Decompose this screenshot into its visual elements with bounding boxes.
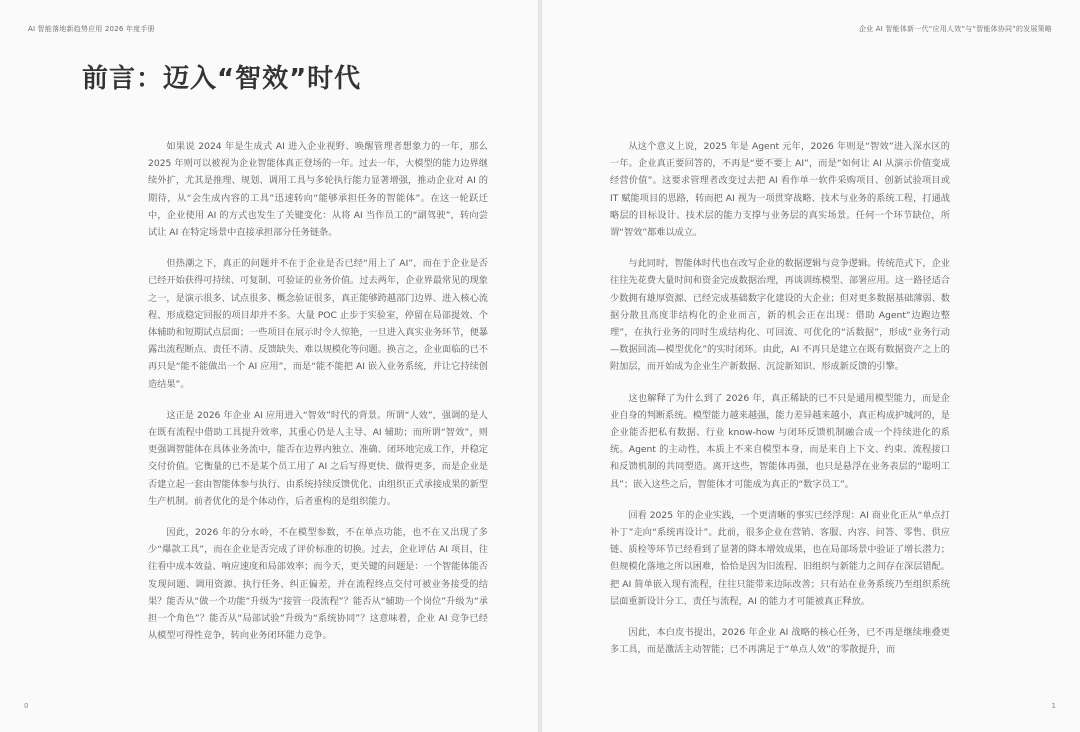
paragraph: 这正是 2026 年企业 AI 应用进入“智效”时代的背景。所谓“人效”，强调的是人在既有流程中借助工具提升效率，其重心仍是人主导、AI 辅助；而所谓“智效”，则更强调智能体在具体业务流中，能否在边界内独立、准确、闭环地完成工作，并稳定交付价值。它衡量的已不是某个员工用了 AI 之后写得更快、做得更多，而是企业是否建立起一套由智能体参与执行、由系统持续反馈优化、由组织正式承接成果的新型生产机制。前者优化的是个体动作，后者重构的是组织能力。 <box>148 409 488 507</box>
right-body-text <box>610 138 950 672</box>
paragraph: 因此，本白皮书提出，2026 年企业 AI 战略的核心任务，已不再是继续堆叠更多工具，而是激活主动智能；已不再满足于“单点人效”的零散提升，而 <box>610 627 950 656</box>
page-title: 前言：迈入“智效”时代 <box>82 64 362 94</box>
running-head-right: 企业 AI 智能体新一代“应用人效”与“智能体协同”的发展策略 <box>858 25 1052 33</box>
running-head-left: AI 智能落地新趋势应用 2026 年度手册 <box>28 25 155 33</box>
paragraph: 与此同时，智能体时代也在改写企业的数据逻辑与竞争逻辑。传统范式下，企业往往先花费大量时间和资金完成数据治理，再谈训练模型、部署应用。这一路径适合少数拥有雄厚资源、已经完成基础数字化建设的大企业；但对更多数据基础薄弱、数据分散且高度非结构化的企业而言，新的机会正在出现：借助 Agent“边跑边整理”，在执行业务的同时生成结构化、可回流、可优化的“活数据”，形成“业务行动—数据回流—模型优化”的实时闭环。由此，AI 不再只是建立在既有数据资产之上的附加层，而开始成为企业生产新数据、沉淀新知识、形成新反馈的引擎。 <box>610 258 950 373</box>
page-number-left: 0 <box>24 702 29 710</box>
paragraph: 回看 2025 年的企业实践，一个更清晰的事实已经浮现：AI 商业化正从“单点打补丁”走向“系统再设计”。此前，很多企业在营销、客服、内容、问答、零售、供应链、质检等环节已经看到了显著的降本增效成果，也在局部场景中验证了增长潜力；但规模化落地之所以困难，恰恰是因为旧流程、旧组织与新能力之间存在深层错配。把 AI 简单嵌入现有流程，往往只能带来边际改善；只有站在业务系统乃至组织系统层面重新设计分工、责任与流程，AI 的能力才可能被真正释放。 <box>610 509 950 607</box>
left-body-text <box>148 138 488 658</box>
paragraph: 这也解释了为什么到了 2026 年，真正稀缺的已不只是通用模型能力，而是企业自身的判断系统。模型能力越来越强，能力差异越来越小，真正构成护城河的，是企业能否把私有数据、行业 know-how 与闭环反馈机制融合成一个持续进化的系统。Agent 的主动性，本质上不来自模型本身，而是来自上下文、约束、流程接口和反馈机制的共同塑造。离开这些，智能体再强，也只是悬浮在业务表层的“聪明工具”；嵌入这些之后，智能体才可能成为真正的“数字员工”。 <box>610 392 950 490</box>
paragraph: 但热潮之下，真正的问题并不在于企业是否已经“用上了 AI”，而在于企业是否已经开始获得可持续、可复制、可验证的业务价值。过去两年，企业界最常见的现象之一，是演示很多、试点很多、概念验证很多，真正能够跨越部门边界、进入核心流程、形成稳定回报的项目却并不多。大量 POC 止步于实验室，停留在局部提效、个体辅助和短期试点层面；一些项目在展示时令人惊艳，一旦进入真实业务环节，便暴露出流程断点、责任不清、反馈缺失、难以规模化等问题。换言之，企业面临的已不再只是“能不能做出一个 AI 应用”，而是“能不能把 AI 嵌入业务系统，并让它持续创造结果”。 <box>148 258 488 390</box>
right-page <box>542 0 1080 732</box>
page-number-right: 1 <box>1051 702 1056 710</box>
paragraph: 从这个意义上说，2025 年是 Agent 元年，2026 年则是“智效”进入深水区的一年。企业真正要回答的，不再是“要不要上 AI”，而是“如何让 AI 从演示价值变成经营价值”。这要求管理者改变过去把 AI 看作单一软件采购项目、创新试验项目或 IT 赋能项目的思路，转而把 AI 视为一项贯穿战略、技术与业务的系统工程，打通战略层的目标设计、技术层的能力支撑与业务层的真实场景。任何一个环节缺位，所谓“智效”都难以成立。 <box>610 141 950 239</box>
paragraph: 如果说 2024 年是生成式 AI 进入企业视野、唤醒管理者想象力的一年，那么 2025 年则可以被视为企业智能体真正登场的一年。过去一年，大模型的能力边界继续外扩，尤其是推理、规划、调用工具与多轮执行能力显著增强，推动企业对 AI 的期待，从“会生成内容的工具”迅速转向“能够承担任务的智能体”。在这一轮跃迁中，企业使用 AI 的方式也发生了关键变化：从将 AI 当作员工的“副驾驶”，转向尝试让 AI 在特定场景中直接承担部分任务链条。 <box>148 141 488 239</box>
left-page <box>0 0 538 732</box>
paragraph: 因此，2026 年的分水岭，不在模型参数，不在单点功能，也不在又出现了多少“爆款工具”，而在企业是否完成了评价标准的切换。过去，企业评估 AI 项目，往往看中成本效益、响应速度和局部效率；而今天，更关键的问题是：一个智能体能否发现问题、调用资源、执行任务、纠正偏差，并在流程终点交付可被业务接受的结果？能否从“做一个功能”升级为“接管一段流程”？能否从“辅助一个岗位”升级为“承担一个角色”？能否从“局部试验”升级为“系统协同”？这意味着，企业 AI 竞争已经从模型可得性竞争，转向业务闭环能力竞争。 <box>148 527 488 642</box>
